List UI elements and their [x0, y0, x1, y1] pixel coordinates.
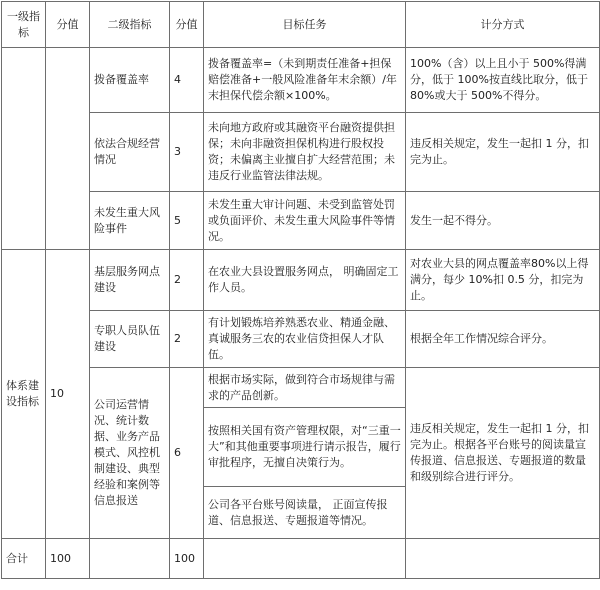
table-row — [2, 113, 600, 192]
score2-cell: 6 — [170, 368, 204, 539]
target-cell: 根据市场实际，做到符合市场规律与需求的产品创新。 — [204, 368, 406, 408]
level1-cell-empty — [2, 48, 46, 250]
level2-cell: 依法合规经营情况 — [90, 113, 170, 192]
target-cell: 在农业大县设置服务网点， 明确固定工作人员。 — [204, 250, 406, 311]
score2-cell: 5 — [170, 192, 204, 250]
score2-cell: 2 — [170, 311, 204, 368]
target-cell: 未向地方政府或其融资平台融资提供担保；未向非融资担保机构进行股权投资；未偏离主业擅自扩大经营范围；未违反行业监管法律法规。 — [204, 113, 406, 192]
total-empty — [90, 539, 170, 579]
total-score: 100 — [46, 539, 90, 579]
total-score2: 100 — [170, 539, 204, 579]
method-cell: 发生一起不得分。 — [406, 192, 600, 250]
table-header-row — [2, 2, 600, 48]
method-cell: 根据全年工作情况综合评分。 — [406, 311, 600, 368]
header-target: 目标任务 — [204, 2, 406, 48]
level2-cell: 专职人员队伍建设 — [90, 311, 170, 368]
target-cell: 拨备覆盖率=（未到期责任准备+担保赔偿准备+一般风险准备年末余额）/年末担保代偿余额×100%。 — [204, 48, 406, 113]
total-empty — [406, 539, 600, 579]
target-cell: 未发生重大审计问题、未受到监管处罚或负面评价、未发生重大风险事件等情况。 — [204, 192, 406, 250]
level2-cell: 拨备覆盖率 — [90, 48, 170, 113]
target-cell: 有计划锻炼培养熟悉农业、精通金融、真诚服务三农的农业信贷担保人才队伍。 — [204, 311, 406, 368]
score-cell-empty — [46, 48, 90, 250]
header-score2: 分值 — [170, 2, 204, 48]
target-cell: 按照相关国有资产管理权限，对“三重一大”和其他重要事项进行请示报告，履行审批程序，无擅自决策行为。 — [204, 408, 406, 487]
table-row — [2, 48, 600, 113]
method-cell: 违反相关规定，发生一起扣 1 分，扣完为止。 — [406, 113, 600, 192]
table-row — [2, 192, 600, 250]
total-label: 合计 — [2, 539, 46, 579]
total-row — [2, 539, 600, 579]
level2-cell: 基层服务网点建设 — [90, 250, 170, 311]
score-cell: 10 — [46, 250, 90, 539]
score2-cell: 3 — [170, 113, 204, 192]
header-method: 计分方式 — [406, 2, 600, 48]
header-level2: 二级指标 — [90, 2, 170, 48]
level2-cell: 公司运营情况、统计数据、业务产品模式、风控机制建设、典型经验和案例等信息报送 — [90, 368, 170, 539]
score2-cell: 4 — [170, 48, 204, 113]
header-score: 分值 — [46, 2, 90, 48]
method-cell: 对农业大县的网点覆盖率80%以上得满分，每少 10%扣 0.5 分，扣完为止。 — [406, 250, 600, 311]
table-row — [2, 250, 600, 311]
table-row — [2, 311, 600, 368]
level2-cell: 未发生重大风险事件 — [90, 192, 170, 250]
method-cell: 违反相关规定，发生一起扣 1 分，扣完为止。根据各平台账号的阅读量宣传报道、信息报送、专题报道的数量和级别综合进行评分。 — [406, 368, 600, 539]
indicator-table — [1, 1, 600, 579]
level1-cell: 体系建设指标 — [2, 250, 46, 539]
target-cell: 公司各平台账号阅读量， 正面宣传报道、信息报送、专题报道等情况。 — [204, 487, 406, 539]
score2-cell: 2 — [170, 250, 204, 311]
header-level1: 一级指标 — [2, 2, 46, 48]
table-row — [2, 368, 600, 408]
method-cell: 100%（含）以上且小于 500%得满分，低于 100%按直线比取分，低于 80%或大于 500%不得分。 — [406, 48, 600, 113]
total-empty — [204, 539, 406, 579]
